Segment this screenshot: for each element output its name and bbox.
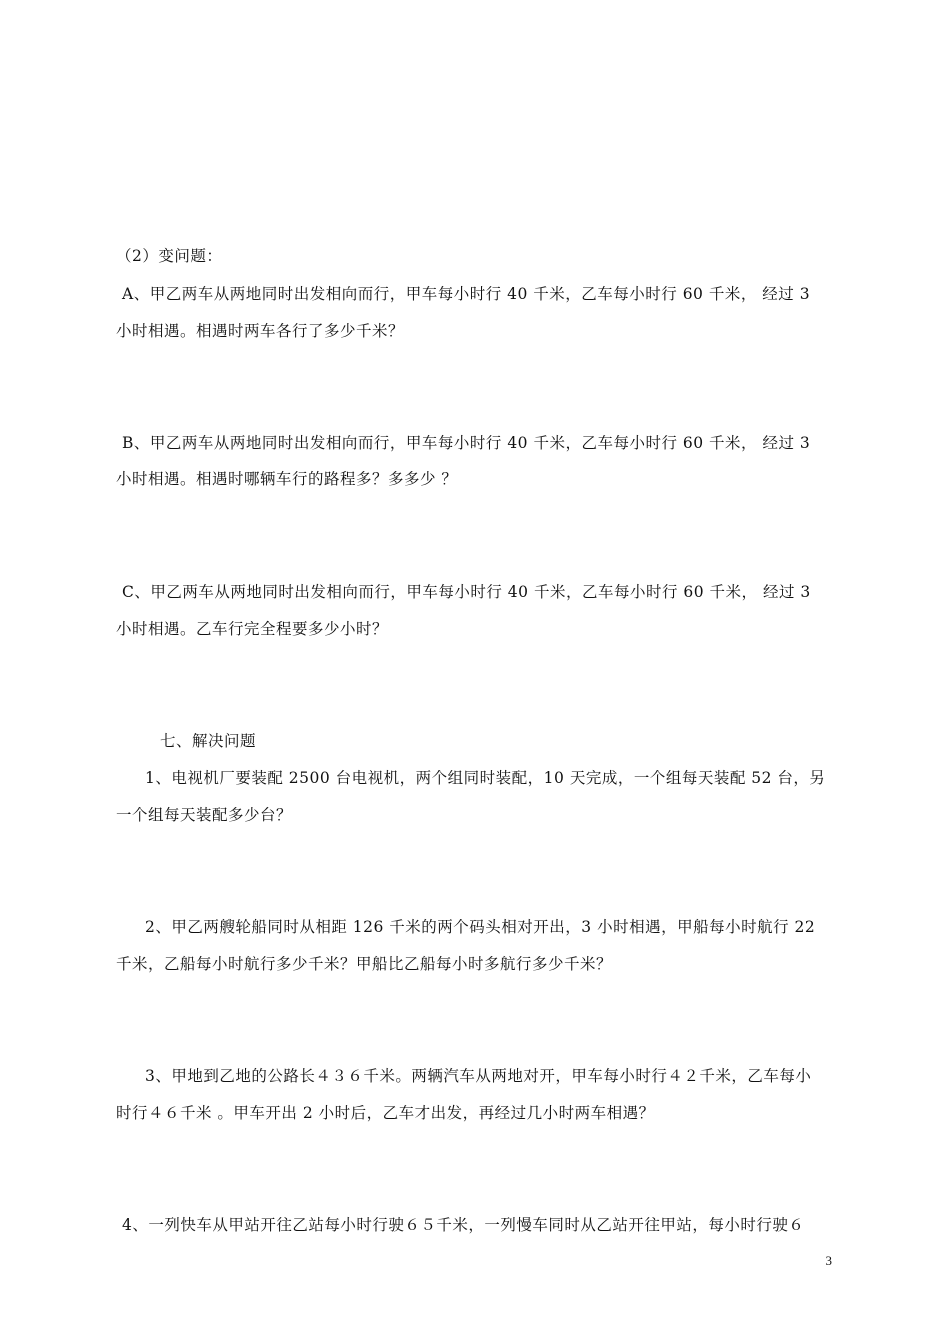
question-3-line-2: 时行４６千米 。甲车开出 2 小时后，乙车才出发，再经过几小时两车相遇？ (116, 1104, 655, 1122)
question-1-line-1: 1、电视机厂要装配 2500 台电视机，两个组同时装配，10 天完成，一个组每天装配 52 台，另 (145, 769, 826, 787)
question-3-line-1: 3、甲地到乙地的公路长４３６千米。两辆汽车从两地对开，甲车每小时行４２千米，乙车每小 (145, 1067, 812, 1085)
problem-b-line-1: B、甲乙两车从两地同时出发相向而行，甲车每小时行 40 千米，乙车每小时行 60 千米， 经过 3 (122, 434, 811, 452)
question-1-line-2: 一个组每天装配多少台？ (116, 806, 293, 824)
problem-b-line-2: 小时相遇。相遇时哪辆车行的路程多？多多少 ？ (116, 470, 458, 488)
problem-a-line-1: A、甲乙两车从两地同时出发相向而行，甲车每小时行 40 千米，乙车每小时行 60 千米， 经过 3 (122, 285, 811, 303)
question-4-line-1: 4、一列快车从甲站开往乙站每小时行驶６５千米，一列慢车同时从乙站开往甲站，每小时行驶６ (122, 1216, 805, 1234)
page-number: 3 (825, 1253, 832, 1268)
problem-c-line-1: C、甲乙两车从两地同时出发相向而行，甲车每小时行 40 千米，乙车每小时行 60 千米， 经过 3 (122, 583, 811, 601)
question-2-line-2: 千米，乙船每小时航行多少千米？甲船比乙船每小时多航行多少千米？ (116, 955, 613, 973)
problem-a-line-2: 小时相遇。相遇时两车各行了多少千米？ (116, 322, 405, 340)
section-7-heading: 七、解决问题 (160, 732, 257, 750)
problem-c-line-2: 小时相遇。乙车行完全程要多少小时？ (116, 620, 389, 638)
question-2-line-1: 2、甲乙两艘轮船同时从相距 126 千米的两个码头相对开出，3 小时相遇，甲船每小时航行 22 (145, 918, 816, 936)
section-2-heading: （2）变问题： (116, 247, 223, 265)
